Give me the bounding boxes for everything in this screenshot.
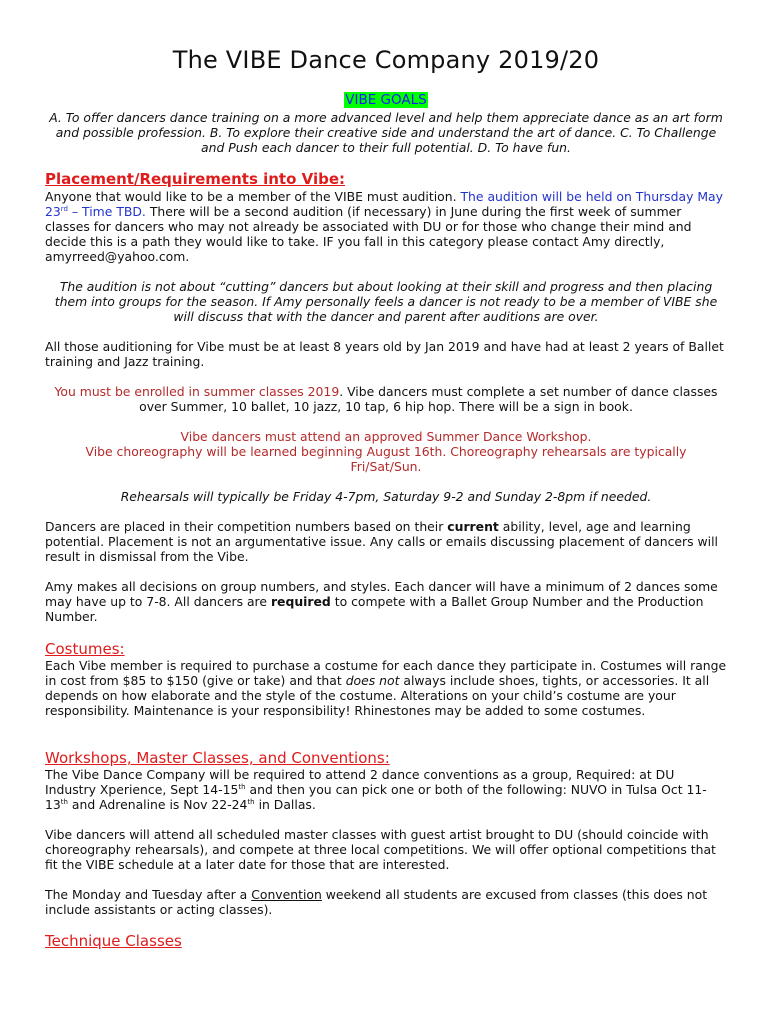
placement-paragraph-4 <box>45 384 727 414</box>
text-run: . Vibe dancers must complete a set number of dance classes over Summer, 10 ballet, 10 jazz, 10 tap, 6 hip hop. There will be a sign in book. <box>139 384 718 414</box>
superscript: th <box>238 783 246 791</box>
goals-text: A. To offer dancers dance training on a more advanced level and help them appreciate dance as an art form and possible profession. B. To explore their creative side and understand the art of dance. C. To Challenge and Push each dancer to their full potential. D. To have fun. <box>49 110 723 155</box>
text-run: Each Vibe member is required to purchase a costume for each dance they participate in. Costumes will range in cost from $85 to $150 (give or take) and that <box>45 658 727 688</box>
text-run: The audition will be held on Thursday May 23 <box>45 189 723 219</box>
text-run: and Adrenaline is Nov 22-24 <box>67 797 248 812</box>
text-run: weekend all students are excused from classes (this does not include assistants or acting classes). <box>45 887 708 917</box>
workshop-line: Vibe dancers must attend an approved Summer Dance Workshop. <box>180 429 592 444</box>
choreography-line: Vibe choreography will be learned beginning August 16th. Choreography rehearsals are typically Fri/Sat/Sun. <box>85 444 687 474</box>
bold-text: current <box>447 519 499 534</box>
placement-heading: Placement/Requirements into Vibe: <box>45 170 346 188</box>
text-run: The Vibe Dance Company will be required to attend 2 dance conventions as a group, Required: at DU Industry Xperience, Sept 14-15 <box>45 767 675 797</box>
superscript: rd <box>60 205 68 213</box>
convention-text: Convention <box>251 887 322 902</box>
rehearsal-times: Rehearsals will typically be Friday 4-7pm, Saturday 9-2 and Sunday 2-8pm if needed. <box>120 489 652 504</box>
text-run: ability, level, age and learning potential. Placement is not an argumentative issue. Any calls or emails discussing placement of dancers will result in dismissal from the Vibe. <box>45 519 718 564</box>
costumes-heading: Costumes: <box>45 640 125 658</box>
text-run: The Monday and Tuesday after a <box>45 887 252 902</box>
page-title: The VIBE Dance Company 2019/20 <box>172 46 600 74</box>
workshops-paragraph-2: Vibe dancers will attend all scheduled master classes with guest artist brought to DU (should coincide with choreography rehearsals), and compete at three local competitions. We will offer optional competitions that fit the VIBE schedule at a later date for those that are interested. <box>45 827 716 872</box>
text-run: – Time TBD. <box>67 204 146 219</box>
placement-paragraph-8 <box>45 579 727 624</box>
workshops-heading: Workshops, Master Classes, and Conventions: <box>45 749 390 767</box>
summer-classes-text: You must be enrolled in summer classes 2019 <box>54 384 340 399</box>
placement-paragraph-7 <box>45 519 727 564</box>
superscript: th <box>60 798 68 806</box>
text-run: and then you can pick one or both of the following: NUVO in Tulsa Oct 11-13 <box>45 782 707 812</box>
costumes-paragraph <box>45 658 727 718</box>
text-run: There will be a second audition (if necessary) in June during the first week of summer classes for dancers who may not already be associated with DU or for those who change their mind and decide this is a path they would like to take. IF you fall in this category please contact Amy directly, amyrreed@yahoo.com. <box>45 204 692 264</box>
text-run: always include shoes, tights, or accessories. It all depends on how elaborate and the style of the costume. Alterations on your child’s costume are your responsibility. Maintenance is your responsibility! Rhinestones may be added to some costumes. <box>45 673 710 718</box>
placement-paragraph-3: All those auditioning for Vibe must be at least 8 years old by Jan 2019 and have had at least 2 years of Ballet training and Jazz training. <box>45 339 724 369</box>
italic-text: does not <box>345 673 400 688</box>
placement-paragraph-1 <box>45 189 727 264</box>
technique-heading: Technique Classes <box>45 932 182 950</box>
goals-heading: VIBE GOALS <box>345 92 427 108</box>
text-run: Amy makes all decisions on group numbers, and styles. Each dancer will have a minimum of 2 dances some may have up to 7-8. All dancers are <box>45 579 718 609</box>
text-run: Anyone that would like to be a member of the VIBE must audition. <box>45 189 461 204</box>
workshops-paragraph-3 <box>45 887 727 917</box>
text-run: to compete with a Ballet Group Number and the Production Number. <box>45 594 704 624</box>
superscript: th <box>247 798 255 806</box>
bold-text: required <box>270 594 331 609</box>
workshops-paragraph-1 <box>45 767 727 812</box>
text-run: Dancers are placed in their competition numbers based on their <box>45 519 448 534</box>
text-run: in Dallas. <box>254 797 316 812</box>
goals-heading-wrap <box>45 89 727 108</box>
placement-paragraph-2: The audition is not about “cutting” dancers but about looking at their skill and progress and then placing them into groups for the season. If Amy personally feels a dancer is not ready to be a member of VIBE she will discuss that with the dancer and parent after auditions are over. <box>54 279 718 324</box>
